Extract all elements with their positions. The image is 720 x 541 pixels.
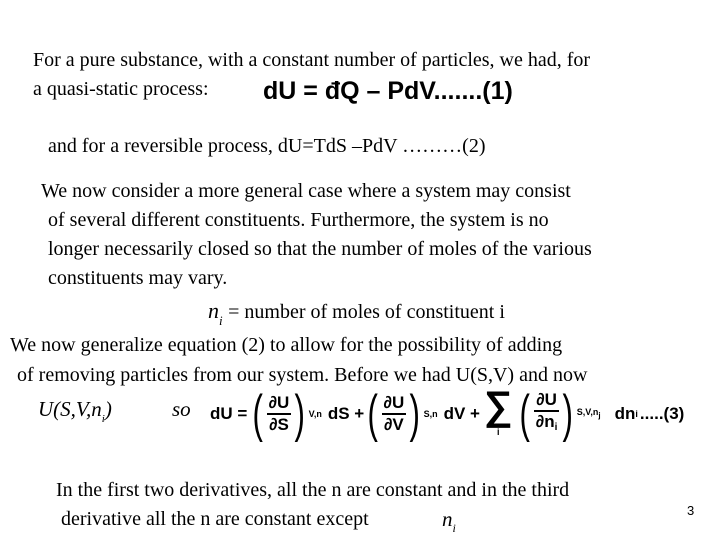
eq3-lhs: dU = xyxy=(210,404,248,423)
function-subscript: i xyxy=(101,413,105,425)
so-word: so xyxy=(172,397,191,421)
eq3-term3-differential-subscript: i xyxy=(635,409,638,419)
eq3-sum-symbol: ∑ xyxy=(483,384,513,428)
ni-trailing xyxy=(442,506,456,541)
reversible-line: and for a reversible process, dU=TdS –PdV ………(2) xyxy=(48,135,486,157)
paragraph-1-line-3: longer necessarily closed so that the number of moles of the various xyxy=(48,238,592,260)
eq3-sum-index: i xyxy=(496,427,500,437)
eq3-term1-subscript: V,n xyxy=(308,409,322,419)
eq3-tail: .....(3) xyxy=(639,404,685,423)
internal-energy-function xyxy=(38,396,112,432)
eq3-sum xyxy=(484,386,513,442)
paragraph-1-line-2: of several different constituents. Furthermore, the system is no xyxy=(48,209,549,231)
eq3-term2-denominator: ∂V xyxy=(384,415,404,434)
paragraph-1-line-4: constituents may vary. xyxy=(48,267,228,289)
eq3-term3-subscript-wrap xyxy=(577,402,601,426)
equation-3: dU = ( $\frac{\partial U}{\partial S}$ ) V,n dS + ( $\frac{\partial U}{\partial V}$ ) S,n dV + ∑ i ( $\frac{\partial U}{\partial ni}$ ) S,V,nj dn i .....(3) xyxy=(210,384,685,443)
ni-trailing-subscript: i xyxy=(452,521,456,535)
ni-symbol: n xyxy=(208,298,219,323)
paragraph-3-line-1: In the first two derivatives, all the n are constant and in the third xyxy=(56,479,570,501)
paragraph-3-line-2: derivative all the n are constant except xyxy=(61,508,369,530)
ni-definition xyxy=(208,298,505,334)
intro-line-1: For a pure substance, with a constant number of particles, we had, for xyxy=(33,49,591,71)
eq3-term2-numerator: ∂U xyxy=(382,393,407,415)
eq3-term1-denominator: ∂S xyxy=(269,415,289,434)
eq3-term3-denominator-subscript: i xyxy=(554,422,558,433)
function-text: U(S,V,n xyxy=(38,397,102,421)
page-number: 3 xyxy=(687,503,695,518)
eq3-term3-differential: dn xyxy=(614,404,636,423)
paragraph-2-line-2: of removing particles from our system. Before we had U(S,V) and now xyxy=(17,364,588,386)
ni-trailing-symbol: n xyxy=(442,507,453,531)
eq3-term3-denominator: ∂n xyxy=(535,412,555,431)
function-close: ) xyxy=(104,397,112,421)
paragraph-2-line-1: We now generalize equation (2) to allow for the possibility of adding xyxy=(10,334,563,356)
ni-definition-text: = number of moles of constituent i xyxy=(228,301,505,323)
equation-1: dU = đQ – PdV.......(1) xyxy=(263,77,513,105)
paragraph-1-line-1: We now consider a more general case where a system may consist xyxy=(41,180,571,202)
eq3-term3-subscript-j: j xyxy=(598,411,601,420)
eq3-term3-denominator-wrap xyxy=(534,412,560,438)
eq3-term3-fraction xyxy=(534,390,560,438)
eq3-term1-numerator: ∂U xyxy=(267,393,292,415)
eq3-term2-differential: dV + xyxy=(443,404,480,423)
ni-subscript: i xyxy=(219,313,223,328)
eq3-term3-numerator: ∂U xyxy=(534,390,559,412)
eq3-term1-fraction xyxy=(267,393,292,435)
intro-line-2: a quasi-static process: xyxy=(33,78,209,100)
eq3-term3-subscript: S,V,n xyxy=(576,407,599,417)
eq3-term2-fraction xyxy=(382,393,407,435)
eq3-term2-subscript: S,n xyxy=(423,409,438,419)
eq3-term1-differential: dS + xyxy=(327,404,365,423)
